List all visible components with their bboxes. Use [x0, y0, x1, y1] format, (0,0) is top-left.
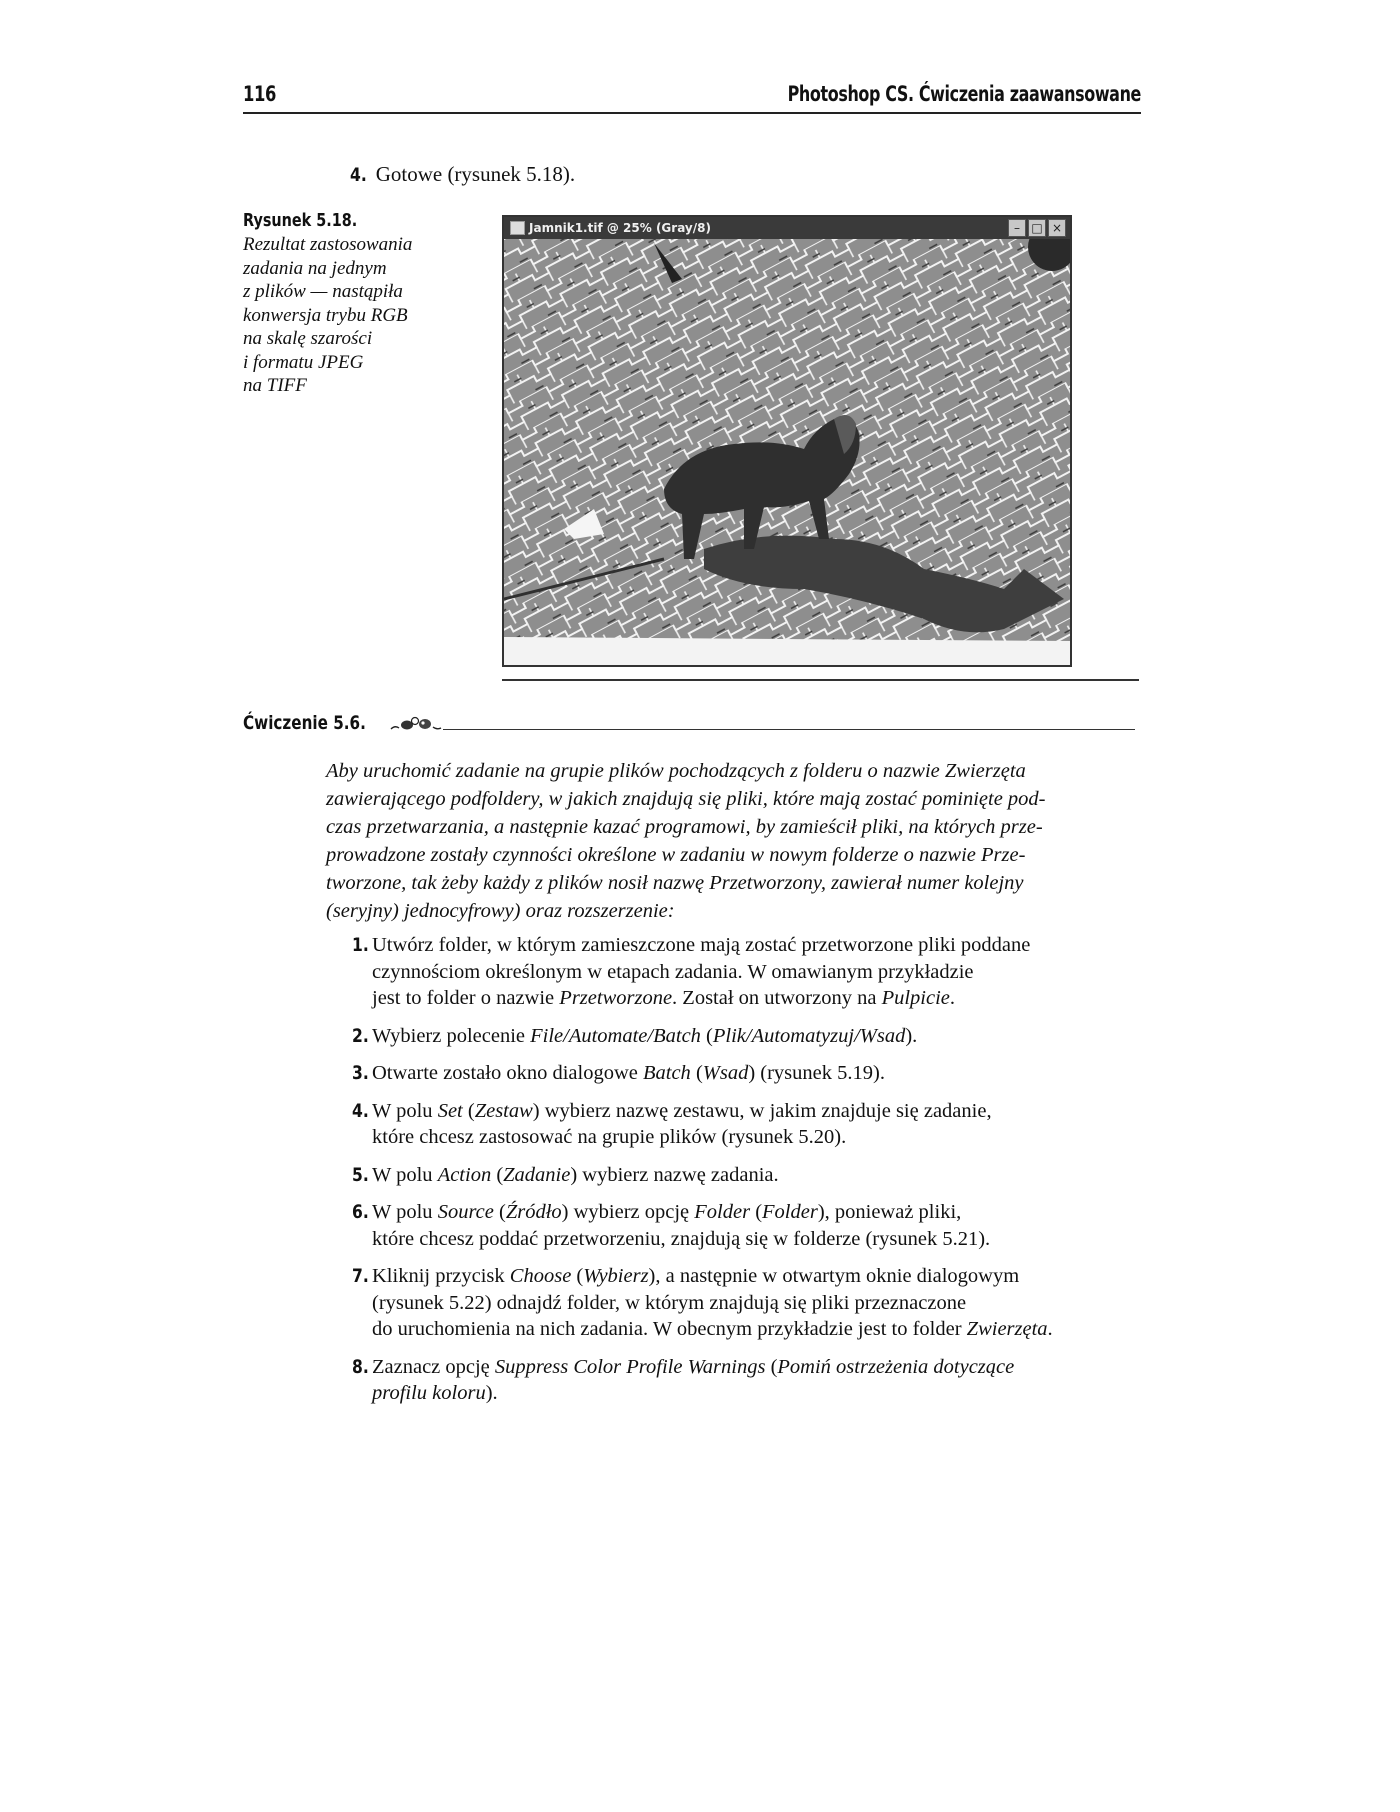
- figure-caption: [243, 210, 443, 398]
- caption-text: [243, 233, 443, 398]
- step-text: Otwarte zostało okno dialogowe: [372, 1062, 643, 1084]
- window-controls: [1008, 219, 1066, 237]
- step-term: profilu koloru: [372, 1382, 486, 1404]
- intro-line: zawierającego podfoldery, w jakich znajdują się pliki, które mają zostać pominięte pod-: [326, 788, 1046, 810]
- step-line: [352, 1124, 1142, 1151]
- step-item-top: [350, 162, 575, 187]
- step-number: 7.: [352, 1265, 369, 1287]
- step-number: 2.: [352, 1024, 369, 1047]
- step-line: [352, 1162, 1142, 1189]
- step-item: [352, 1263, 1142, 1343]
- step-text: jest to folder o nazwie: [372, 987, 560, 1009]
- step-item: [352, 1162, 1142, 1189]
- step-term: Plik/Automatyzuj/Wsad: [712, 1024, 906, 1047]
- page-number: 116: [243, 82, 277, 106]
- step-line: [352, 1060, 1142, 1087]
- caption-line: z plików — nastąpiła: [243, 281, 403, 302]
- step-text: ).: [485, 1382, 498, 1404]
- step-term: Wsad: [702, 1062, 749, 1084]
- step-line: [352, 1263, 1142, 1290]
- minimize-icon: –: [1008, 219, 1026, 237]
- step-line: [352, 1226, 1142, 1253]
- step-text: (rysunek 5.22) odnajdź folder, w którym znajdują się pliki przeznaczone: [372, 1291, 967, 1314]
- step-term: Pulpicie: [881, 987, 950, 1009]
- step-text: do uruchomienia na nich zadania. W obecnym przykładzie jest to folder: [372, 1318, 967, 1340]
- step-number: 8.: [352, 1355, 369, 1378]
- step-number: 3.: [352, 1062, 369, 1084]
- step-text: Zaznacz opcję: [372, 1355, 495, 1378]
- step-term: Wybierz: [583, 1265, 649, 1287]
- step-text: (: [750, 1201, 763, 1223]
- step-text: (: [493, 1201, 506, 1223]
- step-text: ).: [905, 1024, 918, 1047]
- step-text: (: [491, 1163, 504, 1186]
- maximize-icon: □: [1028, 219, 1046, 237]
- step-term: Pomiń ostrzeżenia dotyczące: [777, 1355, 1015, 1378]
- step-item: [352, 1354, 1142, 1407]
- step-text: W polu: [372, 1201, 438, 1223]
- steps-list: [352, 932, 1142, 1418]
- mouse-difficulty-icon: [389, 714, 443, 732]
- step-text: ), ponieważ pliki,: [817, 1201, 962, 1223]
- window-title: Jamnik1.tif @ 25% (Gray/8): [529, 221, 711, 235]
- figure-label: Rysunek 5.18.: [243, 210, 358, 231]
- intro-line: (seryjny) jednocyfrowy) oraz rozszerzenie:: [326, 900, 675, 922]
- caption-line: na TIFF: [243, 375, 307, 396]
- caption-line: na skalę szarości: [243, 328, 373, 349]
- intro-line: czas przetwarzania, a następnie kazać programowi, by zamieścił pliki, na których prze-: [326, 816, 1043, 838]
- step-line: [352, 1098, 1142, 1125]
- step-term: Zwierzęta: [966, 1318, 1048, 1340]
- step-term: Set: [437, 1099, 463, 1122]
- step-item: [352, 932, 1142, 1012]
- step-text: W polu: [372, 1099, 438, 1122]
- step-term: Action: [437, 1163, 492, 1186]
- caption-line: zadania na jednym: [243, 257, 387, 279]
- step-text: ) wybierz nazwę zadania.: [570, 1163, 779, 1186]
- step-term: Batch: [642, 1062, 691, 1084]
- step-text: (: [571, 1265, 584, 1287]
- intro-line: tworzone, tak żeby każdy z plików nosił nazwę Przetworzony, zawierał numer kolejny: [326, 872, 1024, 894]
- step-line: [352, 1316, 1142, 1343]
- step-text: czynnościom określonym w etapach zadania. W omawianym przykładzie: [372, 960, 974, 983]
- step-line: [352, 932, 1142, 959]
- step-text: Gotowe (rysunek 5.18).: [375, 162, 576, 186]
- step-number: 4.: [350, 164, 367, 186]
- step-item: [352, 1023, 1142, 1050]
- step-text: które chcesz poddać przetworzeniu, znajdują się w folderze (rysunek 5.21).: [372, 1227, 991, 1250]
- step-item: [352, 1199, 1142, 1252]
- document-icon: [510, 221, 525, 235]
- step-line: [352, 1199, 1142, 1226]
- step-item: [352, 1060, 1142, 1087]
- caption-line: konwersja trybu RGB: [243, 304, 408, 326]
- step-number: 5.: [352, 1163, 369, 1186]
- step-line: [352, 1023, 1142, 1050]
- step-text: Kliknij przycisk: [372, 1265, 510, 1287]
- step-text: . Został on utworzony na: [672, 987, 882, 1009]
- step-number: 4.: [352, 1099, 369, 1122]
- step-line: [352, 1290, 1142, 1317]
- step-item: [352, 1098, 1142, 1151]
- step-term: File/Automate/Batch: [530, 1024, 701, 1047]
- exercise-label: Ćwiczenie 5.6.: [243, 712, 366, 734]
- figure-divider: [502, 679, 1139, 681]
- step-text: (: [700, 1024, 713, 1047]
- running-title: Photoshop CS. Ćwiczenia zaawansowane: [787, 82, 1141, 106]
- step-line: [352, 1380, 1142, 1407]
- step-text: ), a następnie w otwartym oknie dialogowym: [648, 1265, 1020, 1287]
- exercise-intro: [326, 757, 1138, 925]
- exercise-heading: [243, 712, 1135, 736]
- step-text: .: [949, 987, 955, 1009]
- step-term: Source: [437, 1201, 494, 1223]
- close-icon: ×: [1048, 219, 1066, 237]
- step-text: ) (rysunek 5.19).: [748, 1062, 885, 1084]
- step-term: Zadanie: [503, 1163, 571, 1186]
- window-titlebar: [504, 217, 1070, 239]
- intro-line: Aby uruchomić zadanie na grupie plików pochodzących z folderu o nazwie Zwierzęta: [326, 760, 1026, 782]
- step-text: W polu: [372, 1163, 438, 1186]
- step-number: 6.: [352, 1201, 369, 1223]
- step-text: które chcesz zastosować na grupie plików (rysunek 5.20).: [372, 1126, 847, 1148]
- step-term: Folder: [694, 1201, 751, 1223]
- step-term: Przetworzone: [559, 987, 673, 1009]
- step-text: Wybierz polecenie: [372, 1024, 531, 1047]
- step-number: 1.: [352, 934, 369, 956]
- caption-line: Rezultat zastosowania: [243, 234, 413, 255]
- step-term: Suppress Color Profile Warnings: [494, 1355, 766, 1378]
- step-term: Choose: [509, 1265, 572, 1287]
- photoshop-document-window: [502, 215, 1072, 667]
- step-text: ) wybierz nazwę zestawu, w jakim znajduje się zadanie,: [532, 1099, 992, 1122]
- step-text: Utwórz folder, w którym zamieszczone mają zostać przetworzone pliki poddane: [372, 934, 1031, 956]
- step-line: [352, 959, 1142, 986]
- step-text: ) wybierz opcję: [561, 1201, 695, 1223]
- step-text: (: [462, 1099, 475, 1122]
- dog-photo: [504, 239, 1070, 665]
- step-term: Źródło: [505, 1201, 562, 1223]
- step-line: [352, 985, 1142, 1012]
- step-line: [352, 1354, 1142, 1381]
- step-term: Folder: [762, 1201, 818, 1223]
- exercise-rule: [443, 729, 1135, 730]
- step-text: (: [765, 1355, 778, 1378]
- step-term: Zestaw: [474, 1099, 533, 1122]
- step-text: (: [690, 1062, 703, 1084]
- page-header: [243, 82, 1141, 114]
- intro-line: prowadzone zostały czynności określone w zadaniu w nowym folderze o nazwie Prze-: [326, 844, 1026, 866]
- caption-line: i formatu JPEG: [243, 351, 364, 373]
- step-text: .: [1047, 1318, 1053, 1340]
